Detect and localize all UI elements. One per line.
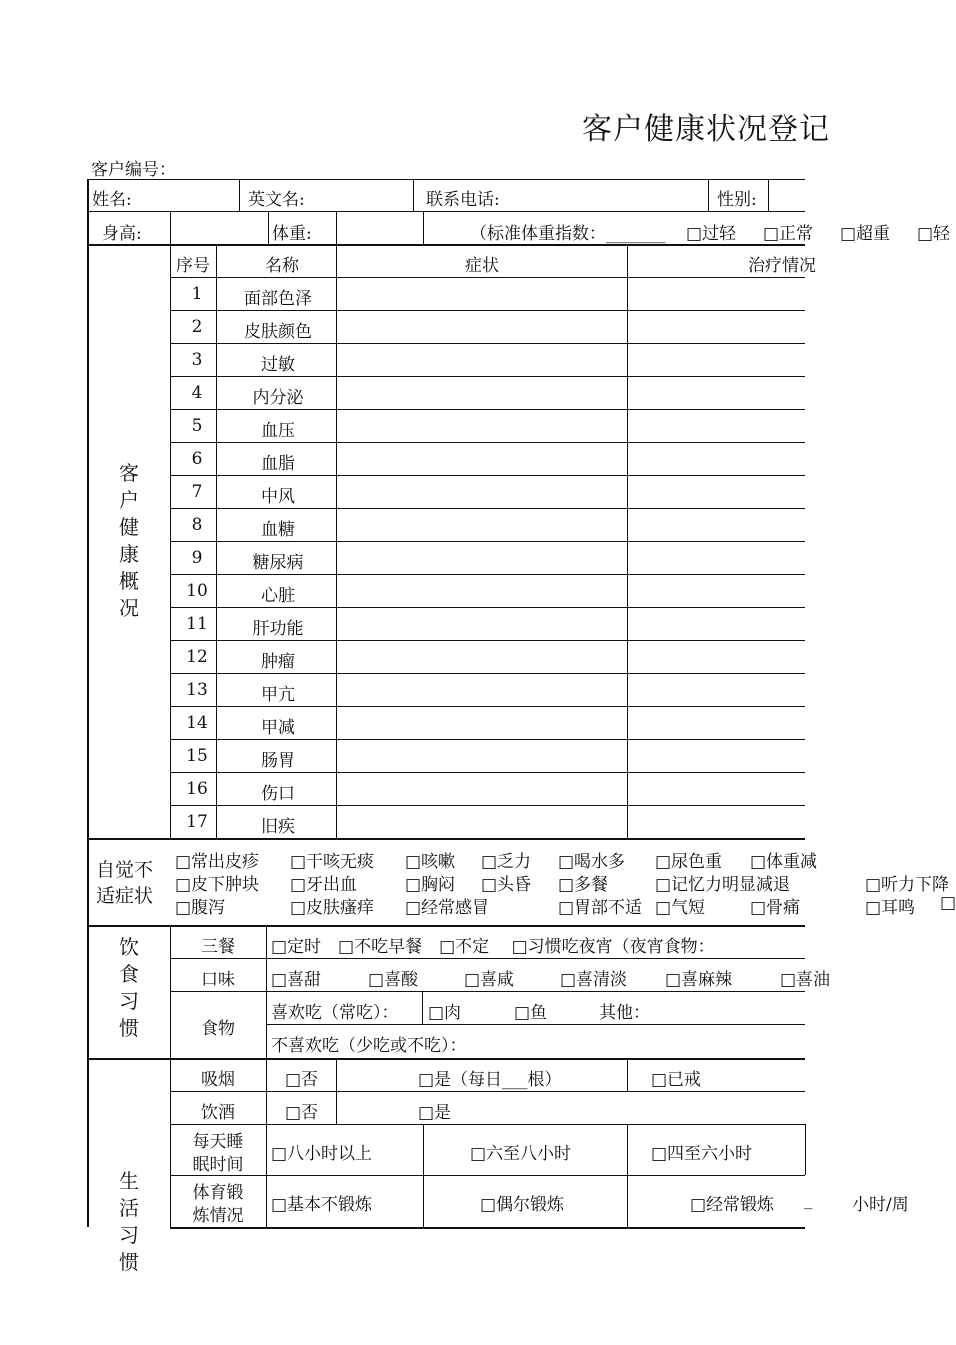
drink-no[interactable]: □否 — [285, 1103, 319, 1123]
likes-other: 其他： — [599, 1003, 650, 1023]
health-row-symptom-field[interactable] — [339, 675, 624, 704]
en-name-label: 英文名: — [248, 190, 305, 210]
height-label: 身高: — [102, 224, 142, 244]
drink-yes[interactable]: □是 — [418, 1103, 452, 1123]
health-row-name: 血压 — [261, 421, 295, 441]
health-row-treatment-field[interactable] — [630, 345, 802, 374]
discomfort-option[interactable]: □气短 — [655, 898, 706, 918]
header-name: 名称 — [265, 256, 299, 276]
header-no: 序号 — [176, 256, 210, 276]
health-row-no: 1 — [191, 284, 203, 304]
weight-field[interactable] — [339, 214, 421, 241]
health-row-name: 旧疾 — [261, 817, 295, 837]
health-row-symptom-field[interactable] — [339, 543, 624, 572]
health-row-name: 血脂 — [261, 454, 295, 474]
smoke-yes[interactable]: □是（每日___根） — [418, 1070, 562, 1090]
discomfort-option[interactable]: □乏力 — [481, 852, 532, 872]
taste-light[interactable]: □喜清淡 — [560, 970, 628, 990]
health-row-symptom-field[interactable] — [339, 312, 624, 341]
health-row-treatment-field[interactable] — [630, 543, 802, 572]
exercise-label-2: 炼情况 — [192, 1206, 244, 1226]
dislikes-label: 不喜欢吃（少吃或不吃）： — [271, 1036, 467, 1056]
bmi-text: （标准体重指数：_______ — [470, 224, 666, 244]
meals-label: 三餐 — [201, 937, 235, 957]
discomfort-option[interactable]: □ — [940, 893, 956, 913]
meals-options[interactable]: □定时 □不吃早餐 □不定 □习惯吃夜宵（夜宵食物： — [271, 937, 715, 957]
exercise-regular[interactable]: □经常锻炼 — [690, 1195, 775, 1215]
exercise-label-1: 体育锻 — [192, 1183, 244, 1203]
health-row-treatment-field[interactable] — [630, 609, 802, 638]
food-label: 食物 — [201, 1019, 235, 1039]
discomfort-option[interactable]: □听力下降 — [865, 875, 950, 895]
discomfort-option[interactable]: □胸闷 — [405, 875, 456, 895]
smoke-no[interactable]: □否 — [285, 1070, 319, 1090]
health-row-no: 6 — [191, 449, 203, 469]
health-row-symptom-field[interactable] — [339, 609, 624, 638]
health-row-symptom-field[interactable] — [339, 642, 624, 671]
discomfort-label-1: 自觉不 — [96, 859, 154, 881]
gender-field[interactable] — [771, 182, 803, 208]
health-row-name: 糖尿病 — [252, 553, 304, 573]
phone-label: 联系电话: — [426, 190, 500, 210]
discomfort-option[interactable]: □常出皮疹 — [175, 852, 260, 872]
health-row-symptom-field[interactable] — [339, 807, 624, 836]
exercise-none[interactable]: □基本不锻炼 — [271, 1195, 373, 1215]
health-row-treatment-field[interactable] — [630, 708, 802, 737]
health-row-symptom-field[interactable] — [339, 741, 624, 770]
health-row-name: 血糖 — [261, 520, 295, 540]
header-treatment: 治疗情况 — [748, 256, 816, 276]
health-row-treatment-field[interactable] — [630, 576, 802, 605]
bmi-option-normal[interactable]: □正常 — [763, 224, 814, 244]
health-row-name: 伤口 — [261, 784, 295, 804]
smoke-label: 吸烟 — [201, 1070, 235, 1090]
sleep-label-2: 眠时间 — [192, 1155, 244, 1175]
sleep-4to6[interactable]: □四至六小时 — [651, 1144, 753, 1164]
health-row-no: 8 — [191, 515, 203, 535]
health-section-label: 客户健康概况 — [119, 461, 139, 620]
sleep-label-1: 每天睡 — [192, 1132, 244, 1152]
health-row-treatment-field[interactable] — [630, 411, 802, 440]
health-row-no: 4 — [191, 383, 203, 403]
name-field[interactable] — [142, 182, 236, 208]
health-row-symptom-field[interactable] — [339, 774, 624, 803]
discomfort-option[interactable]: □尿色重 — [655, 852, 723, 872]
discomfort-option[interactable]: □经常感冒 — [405, 898, 490, 918]
health-row-name: 甲减 — [261, 718, 295, 738]
discomfort-label-2: 适症状 — [96, 885, 154, 907]
smoke-quit[interactable]: □已戒 — [651, 1070, 702, 1090]
health-row-treatment-field[interactable] — [630, 378, 802, 407]
health-row-symptom-field[interactable] — [339, 345, 624, 374]
health-row-no: 17 — [186, 812, 208, 832]
exercise-occasional[interactable]: □偶尔锻炼 — [480, 1195, 565, 1215]
health-row-no: 5 — [191, 416, 203, 436]
bmi-option-over[interactable]: □超重 — [840, 224, 891, 244]
name-label: 姓名: — [92, 190, 132, 210]
health-row-no: 13 — [186, 680, 208, 700]
health-row-no: 14 — [186, 713, 208, 733]
taste-label: 口味 — [201, 970, 235, 990]
en-name-field[interactable] — [318, 182, 410, 208]
discomfort-option[interactable]: □头昏 — [481, 875, 532, 895]
life-section-label: 生活习惯 — [119, 1169, 139, 1274]
taste-sour[interactable]: □喜酸 — [368, 970, 419, 990]
discomfort-option[interactable]: □骨痛 — [750, 898, 801, 918]
discomfort-option[interactable]: □咳嗽 — [405, 852, 456, 872]
health-row-treatment-field[interactable] — [630, 444, 802, 473]
health-row-symptom-field[interactable] — [339, 576, 624, 605]
health-row-name: 肝功能 — [252, 619, 304, 639]
sleep-6to8[interactable]: □六至八小时 — [470, 1144, 572, 1164]
health-row-name: 皮肤颜色 — [244, 322, 312, 342]
health-row-symptom-field[interactable] — [339, 444, 624, 473]
health-row-no: 15 — [186, 746, 208, 766]
likes-label: 喜欢吃（常吃）： — [271, 1003, 399, 1023]
health-row-treatment-field[interactable] — [630, 675, 802, 704]
diet-section-label: 饮食习惯 — [119, 935, 139, 1040]
height-field[interactable] — [173, 214, 266, 241]
health-row-symptom-field[interactable] — [339, 279, 624, 308]
taste-spicy[interactable]: □喜麻辣 — [665, 970, 733, 990]
health-row-name: 甲亢 — [261, 685, 295, 705]
client-no-label: 客户编号： — [91, 160, 176, 180]
discomfort-option[interactable]: □腹泻 — [175, 898, 226, 918]
health-row-treatment-field[interactable] — [630, 642, 802, 671]
health-row-name: 过敏 — [261, 355, 295, 375]
discomfort-option[interactable]: □喝水多 — [558, 852, 626, 872]
health-row-name: 肿瘤 — [261, 652, 295, 672]
page-title: 客户健康状况登记 — [582, 112, 830, 147]
health-row-no: 11 — [186, 614, 208, 634]
health-row-treatment-field[interactable] — [630, 477, 802, 506]
health-row-no: 9 — [191, 548, 203, 568]
health-row-no: 12 — [186, 647, 208, 667]
sleep-8plus[interactable]: □八小时以上 — [271, 1144, 373, 1164]
health-row-name: 面部色泽 — [244, 289, 312, 309]
health-row-name: 心脏 — [261, 586, 295, 606]
taste-salty[interactable]: □喜咸 — [464, 970, 515, 990]
phone-field[interactable] — [510, 182, 705, 208]
discomfort-option[interactable]: □牙出血 — [290, 875, 358, 895]
drink-label: 饮酒 — [201, 1103, 235, 1123]
health-row-treatment-field[interactable] — [630, 312, 802, 341]
taste-sweet[interactable]: □喜甜 — [271, 970, 322, 990]
discomfort-option[interactable]: □皮肤瘙痒 — [290, 898, 375, 918]
discomfort-option[interactable]: □多餐 — [558, 875, 609, 895]
health-row-name: 肠胃 — [261, 751, 295, 771]
health-row-treatment-field[interactable] — [630, 807, 802, 836]
health-row-treatment-field[interactable] — [630, 510, 802, 539]
health-row-name: 内分泌 — [252, 388, 304, 408]
bmi-option-light[interactable]: □过轻 — [686, 224, 737, 244]
health-row-treatment-field[interactable] — [630, 741, 802, 770]
health-row-name: 中风 — [261, 487, 295, 507]
gender-label: 性别: — [717, 190, 757, 210]
health-row-symptom-field[interactable] — [339, 378, 624, 407]
taste-oily[interactable]: □喜油 — [780, 970, 831, 990]
discomfort-option[interactable]: □体重减 — [750, 852, 818, 872]
weight-label: 体重: — [272, 224, 312, 244]
health-row-no: 3 — [191, 350, 203, 370]
health-row-symptom-field[interactable] — [339, 411, 624, 440]
likes-fish[interactable]: □鱼 — [514, 1003, 548, 1023]
health-row-no: 10 — [186, 581, 208, 601]
discomfort-option[interactable]: □胃部不适 — [558, 898, 643, 918]
health-row-symptom-field[interactable] — [339, 477, 624, 506]
discomfort-option[interactable]: □干咳无痰 — [290, 852, 375, 872]
header-symptom: 症状 — [465, 256, 499, 276]
health-row-no: 16 — [186, 779, 208, 799]
health-row-symptom-field[interactable] — [339, 510, 624, 539]
discomfort-option[interactable]: □记忆力明显减退 — [655, 875, 791, 895]
discomfort-option[interactable]: □耳鸣 — [865, 898, 916, 918]
health-row-treatment-field[interactable] — [630, 774, 802, 803]
health-row-no: 7 — [191, 482, 203, 502]
health-row-no: 2 — [191, 317, 203, 337]
likes-meat[interactable]: □肉 — [428, 1003, 462, 1023]
exercise-unit: 小时/周 — [852, 1195, 909, 1215]
discomfort-option[interactable]: □皮下肿块 — [175, 875, 260, 895]
health-row-treatment-field[interactable] — [630, 279, 802, 308]
bmi-option-mild[interactable]: □轻 — [917, 224, 951, 244]
health-row-symptom-field[interactable] — [339, 708, 624, 737]
